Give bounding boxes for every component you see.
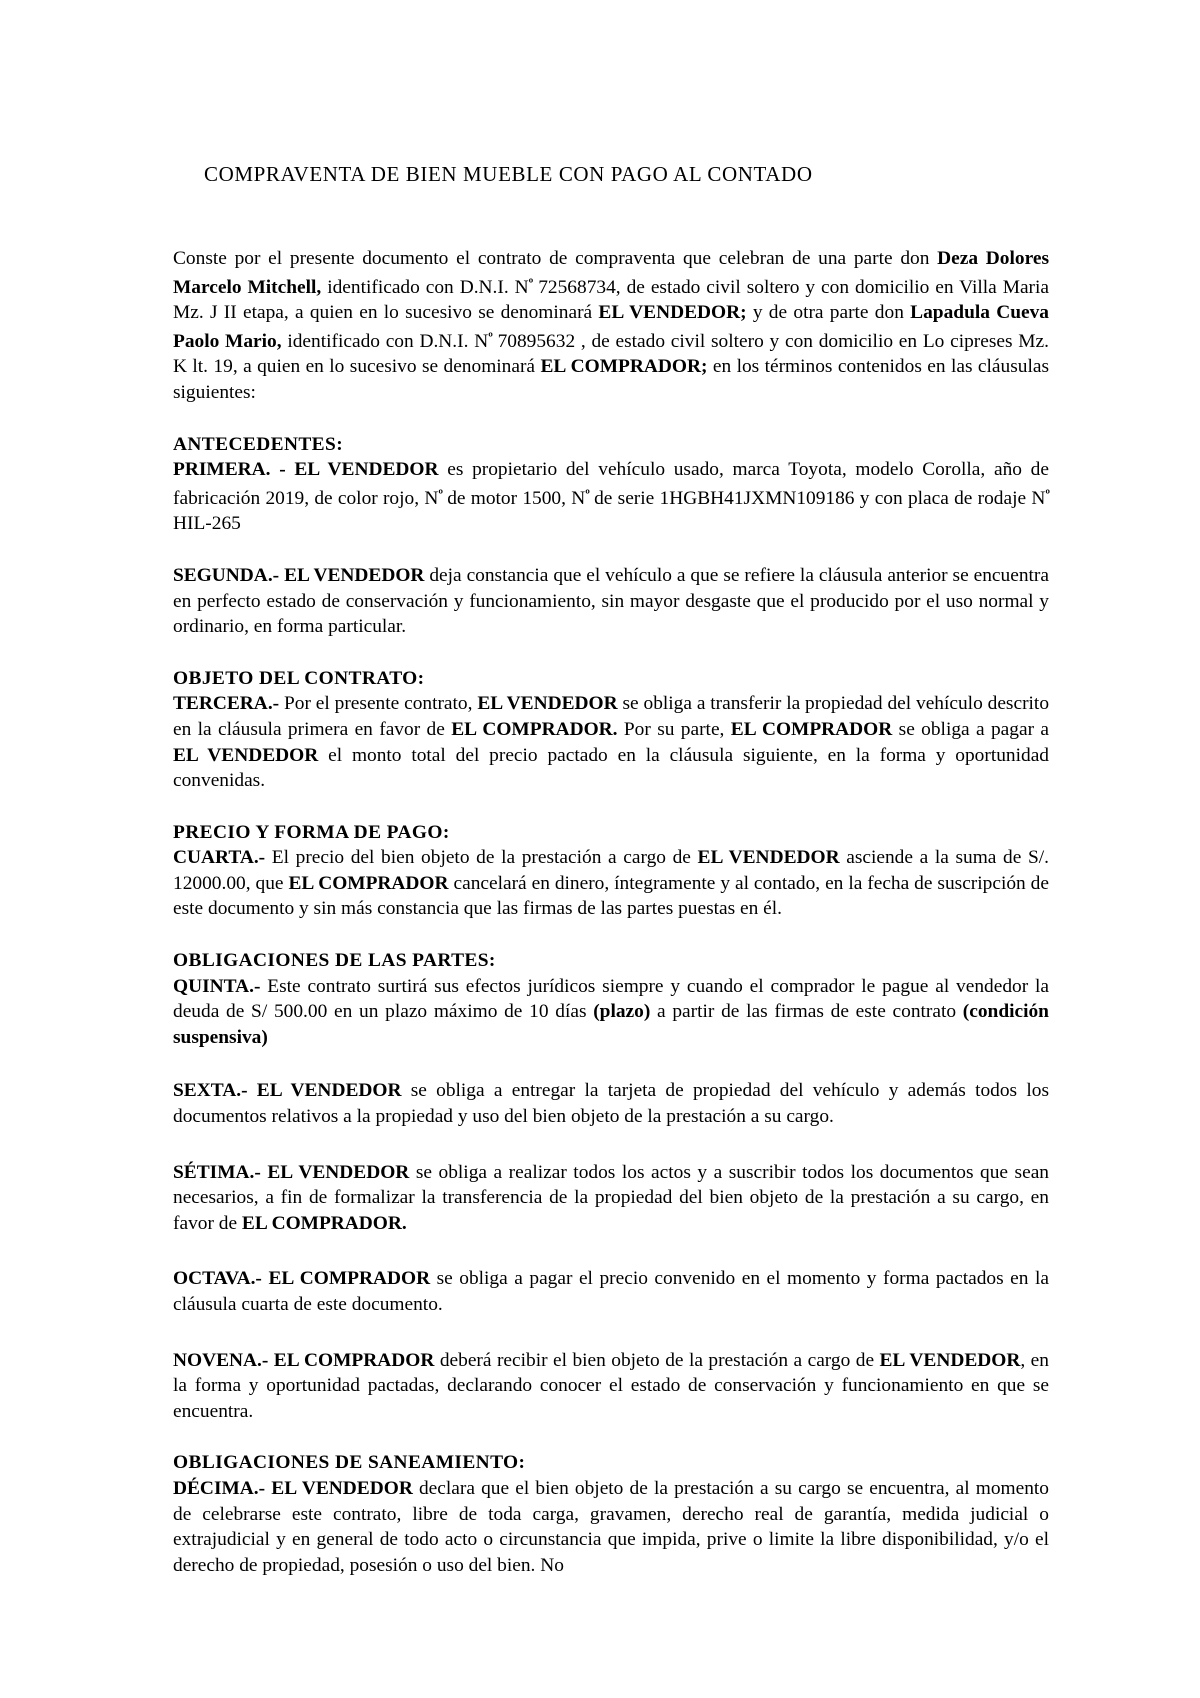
clause-text: Este contrato surtirá sus efectos jurídicos siempre y cuando el comprador le pague al vendedor la deuda de S/ 500.00 en un plazo máximo de 10 días <box>173 975 1049 1023</box>
clause-label: SÉTIMA.- <box>173 1161 261 1183</box>
party-name: EL VENDEDOR <box>697 847 840 869</box>
clause-label: DÉCIMA.- <box>173 1477 266 1499</box>
intro-paragraph <box>173 246 1049 406</box>
document-body <box>173 246 1049 1578</box>
party-name: EL COMPRADOR <box>730 718 893 740</box>
clause-text: cancelará en dinero, íntegramente y al contado, en la fecha de suscripción de este documento y sin más constancia que las firmas de las partes puestas en él. <box>173 872 1049 920</box>
party-name: EL VENDEDOR <box>284 564 425 586</box>
party-name: EL VENDEDOR <box>256 1080 402 1102</box>
seller-role: EL VENDEDOR; <box>598 302 747 324</box>
party-name: EL VENDEDOR <box>267 1161 410 1183</box>
clause-label: PRIMERA. - <box>173 459 286 481</box>
number-sign: º <box>488 330 492 346</box>
clause-label: QUINTA.- <box>173 975 261 997</box>
document-title: COMPRAVENTA DE BIEN MUEBLE CON PAGO AL CONTADO <box>204 162 813 186</box>
clause-label: NOVENA.- <box>173 1349 269 1371</box>
section-heading-obligaciones: OBLIGACIONES DE LAS PARTES: <box>173 950 496 972</box>
seller-name: Deza Dolores Marcelo Mitchell, <box>173 248 1049 298</box>
clause-label: SEXTA.- <box>173 1080 248 1102</box>
party-name: EL COMPRADOR <box>268 1268 431 1290</box>
section-heading-objeto: OBJETO DEL CONTRATO: <box>173 667 425 689</box>
clause-text: se obliga a entregar la tarjeta de propiedad del vehículo y además todos los documentos relativos a la propiedad y uso del bien objeto de la prestación a su cargo. <box>173 1080 1049 1128</box>
clause-text: el monto total del precio pactado en la cláusula siguiente, en la forma y oportunidad convenidas. <box>173 744 1049 792</box>
party-name: EL COMPRADOR <box>288 872 449 894</box>
clause-text: a partir de las firmas de este contrato <box>650 1001 963 1023</box>
intro-text: 72568734, de estado civil soltero y con domicilio en Villa Maria Mz. J II etapa, a quien en lo sucesivo se denominará <box>173 276 1049 324</box>
clause-setima <box>173 1160 1049 1237</box>
clause-text: Por el presente contrato, <box>279 693 478 715</box>
intro-text: y de otra parte don <box>746 302 911 324</box>
intro-text: 70895632 , de estado civil soltero y con domicilio en Lo cipreses Mz. K lt. 19, a quien en lo sucesivo se denominará <box>173 330 1049 378</box>
clause-decima <box>173 1476 1049 1578</box>
clause-emphasis: (condición suspensiva) <box>173 1001 1049 1048</box>
clause-text: es propietario del vehículo usado, marca Toyota, modelo Corolla, año de fabricación 2019, de color rojo, N <box>173 459 1049 509</box>
section-heading-precio: PRECIO Y FORMA DE PAGO: <box>173 821 450 843</box>
clause-text: de serie 1HGBH41JXMN109186 y con placa de rodaje N <box>588 487 1046 509</box>
clause-text: asciende a la suma de S/. 12000.00, que <box>173 847 1049 894</box>
party-name: EL VENDEDOR <box>294 459 439 481</box>
clause-text: deja constancia que el vehículo a que se refiere la cláusula anterior se encuentra en perfecto estado de conservación y funcionamiento, sin mayor desgaste que el producido por el uso normal y ordinario, en forma particular. <box>173 564 1049 638</box>
party-name: EL VENDEDOR <box>879 1349 1021 1371</box>
party-name: EL COMPRADOR. <box>451 718 618 740</box>
clause-primera <box>173 457 1049 537</box>
clause-text: se obliga a transferir la propiedad del vehículo descrito en la cláusula primera en favor de <box>173 693 1050 740</box>
buyer-name: Lapadula Cueva Paolo Mario, <box>173 302 1049 352</box>
clause-text: se obliga a pagar a <box>892 718 1049 740</box>
clause-text: declara que el bien objeto de la prestación a su cargo se encuentra, al momento de celebrarse este contrato, libre de toda carga, gravamen, derecho real de garantía, medida judicial o extrajudicial y en general de todo acto o circunstancia que impida, prive o limite la libre disponibilidad, y/o el derecho de propiedad, posesión o uso del bien. No <box>173 1477 1049 1576</box>
section-heading-antecedentes: ANTECEDENTES: <box>173 433 344 455</box>
clause-segunda <box>173 563 1049 640</box>
party-name: EL VENDEDOR <box>477 693 618 715</box>
clause-text: Por su parte, <box>617 718 731 740</box>
buyer-role: EL COMPRADOR; <box>540 356 708 378</box>
number-sign: º <box>585 487 589 503</box>
intro-text: Conste por el presente documento el contrato de compraventa que celebran de una parte don <box>173 248 938 269</box>
party-name: EL VENDEDOR <box>271 1477 413 1499</box>
clause-emphasis: (plazo) <box>593 1001 651 1023</box>
clause-label: TERCERA.- <box>173 693 280 715</box>
number-sign: º <box>1045 487 1049 503</box>
clause-label: SEGUNDA.- <box>173 564 280 586</box>
clause-label: OCTAVA.- <box>173 1268 262 1290</box>
clause-text: se obliga a pagar el precio convenido en el momento y forma pactados en la cláusula cuarta de este documento. <box>173 1268 1049 1315</box>
clause-text: de motor 1500, N <box>441 487 586 509</box>
clause-text: HIL-265 <box>173 513 241 535</box>
number-sign: º <box>438 487 442 503</box>
party-name: EL COMPRADOR. <box>241 1212 407 1234</box>
clause-text: deberá recibir el bien objeto de la prestación a cargo de <box>434 1349 880 1371</box>
clause-novena <box>173 1348 1049 1425</box>
clause-sexta <box>173 1078 1049 1129</box>
clause-quinta <box>173 974 1049 1051</box>
party-name: EL COMPRADOR <box>273 1349 435 1371</box>
intro-text: identificado con D.N.I. N <box>281 330 489 352</box>
party-name: EL VENDEDOR <box>173 744 319 766</box>
clause-text: , en la forma y oportunidad pactadas, declarando conocer el estado de conservación y funcionamiento en que se encuentra. <box>173 1349 1049 1422</box>
clause-label: CUARTA.- <box>173 847 266 869</box>
clause-text: El precio del bien objeto de la prestación a cargo de <box>265 847 698 869</box>
clause-tercera <box>173 691 1049 793</box>
clause-octava <box>173 1266 1049 1317</box>
clause-text: se obliga a realizar todos los actos y a suscribir todos los documentos que sean necesarios, a fin de formalizar la transferencia de la propiedad del bien objeto de la prestación a su cargo, en favor de <box>173 1161 1050 1234</box>
clause-cuarta <box>173 845 1049 922</box>
section-heading-saneamiento: OBLIGACIONES DE SANEAMIENTO: <box>173 1452 526 1474</box>
intro-text: en los términos contenidos en las cláusulas siguientes: <box>173 356 1050 403</box>
number-sign: º <box>528 276 533 292</box>
intro-text: identificado con D.N.I. N <box>321 276 529 298</box>
